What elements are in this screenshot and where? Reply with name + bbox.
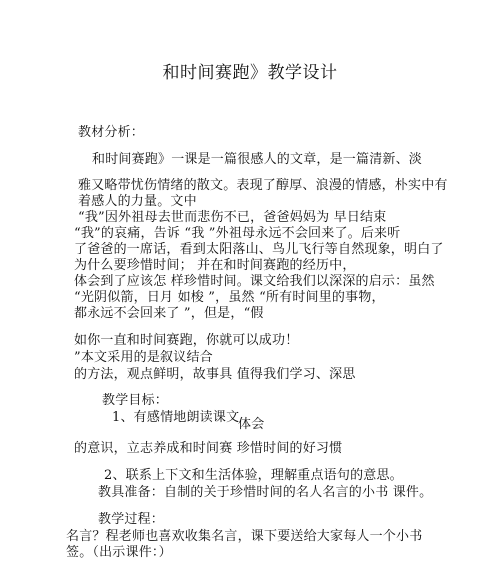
paragraph-line: 为什么要珍惜时间； 并在和时间赛跑的经历中， (74, 258, 356, 273)
teaching-aids-line: 教具准备：自制的关于珍惜时间的名人名言的小书 课件。 (98, 485, 433, 500)
paragraph-line: 着感人的力量。文中 (78, 194, 197, 209)
section-heading-process: 教学过程： (98, 512, 165, 527)
paragraph-line: 体会到了应该怎 样珍惜时间。课文给我们以深深的启示：虽然 (74, 274, 435, 289)
paragraph-line: 如你一直和时间赛跑，你就可以成功！ (74, 333, 299, 348)
paragraph-line: “我”的哀痛，告诉 “我 ”外祖母永远不会回来了。后来听 (74, 226, 401, 241)
paragraph-line: 的意识，立志养成和时间赛 珍惜时间的好习惯 (74, 441, 343, 456)
section-heading-objectives: 教学目标： (102, 393, 169, 408)
paragraph-line: 了爸爸的一席话，看到太阳落山、鸟儿飞行等自然现象，明白了 (74, 242, 444, 257)
document-title: 和时间赛跑》教学设计 (162, 63, 338, 83)
paragraph-line: 名言？程老师也喜欢收集名言，课下要送给大家每人一个小书 (66, 529, 423, 544)
section-heading-analysis: 教材分析： (78, 125, 145, 140)
paragraph-line: 都永远不会回来了 ”，但是，“假 (74, 306, 264, 321)
paragraph-line: ”本文采用的是叙议结合 (74, 350, 213, 365)
paragraph-line: 签。（出示课件：） (66, 545, 172, 560)
paragraph-line: “我”因外祖母去世而悲伤不已，爸爸妈妈为 早日结束 (78, 210, 387, 225)
paragraph-line: 和时间赛跑》一课是一篇很感人的文章，是一篇清新、淡 (92, 152, 423, 167)
paragraph-line: “光阴似箭，日月 如梭 ”，虽然 “所有时间里的事物， (74, 290, 385, 305)
objective-item-1: 1、有感情地朗读课文 (112, 410, 240, 425)
paragraph-line: 的方法，观点鲜明，故事具 值得我们学习、深思 (74, 367, 356, 382)
objective-item-1-tail: 体会 (238, 417, 265, 432)
objective-item-2: 2、联系上下文和生活体验，理解重点语句的意思。 (104, 468, 403, 483)
paragraph-line: 雅又略带忧伤情绪的散文。表现了醇厚、浪漫的情感，朴实中有 (78, 178, 448, 193)
